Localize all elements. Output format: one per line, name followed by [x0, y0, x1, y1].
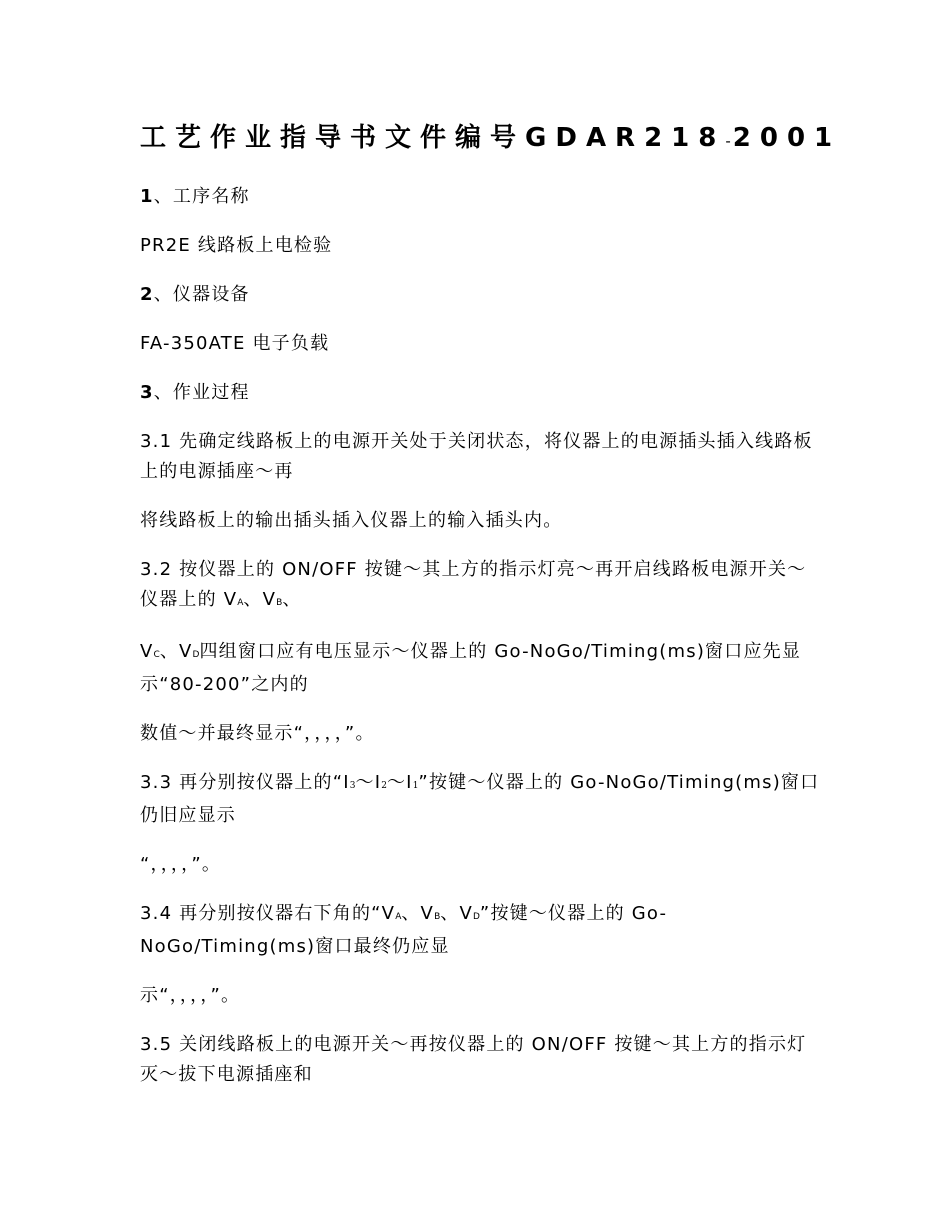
step-3-3-part-2: “，，，，”。	[140, 854, 222, 875]
step-3-2-part-3: 数值～并最终显示“，，，，”。	[140, 723, 375, 744]
section-label: 、仪器设备	[153, 284, 250, 305]
equipment-name: FA-350ATE 电子负载	[140, 333, 330, 354]
step-3-2-part-1	[140, 555, 820, 618]
section-label: 、工序名称	[153, 186, 250, 207]
document-code-a: GDAR218	[525, 123, 726, 153]
text-run: ～I	[355, 772, 382, 793]
section-number: 2	[140, 284, 154, 305]
subscript: B	[434, 912, 441, 922]
subscript: 2	[381, 781, 387, 791]
document-title	[140, 118, 842, 161]
step-3-5: 3.5 关闭线路板上的电源开关～再按仪器上的 ON/OFF 按键～其上方的指示灯灭～拔下电源插座和	[140, 1034, 807, 1085]
text-run: 、V	[440, 903, 473, 924]
step-3-4-part-2: 示“，，，，”。	[140, 985, 241, 1006]
text-run: 、V	[401, 903, 435, 924]
text-run: 3.4 再分别按仪器右下角的“V	[140, 903, 396, 924]
step-3-1-part-1: 3.1 先确定线路板上的电源开关处于关闭状态，将仪器上的电源插头插入线路板上的电源插座～再	[140, 431, 813, 482]
subscript: B	[276, 598, 283, 608]
title-text: 工艺作业指导书文件编号	[140, 123, 526, 153]
step-3-1-part-2: 将线路板上的输出插头插入仪器上的输入插头内。	[140, 510, 563, 531]
section-2-heading	[140, 280, 820, 310]
text-run: 3.3 再分别按仪器上的“I	[140, 772, 350, 793]
subscript: 3	[349, 781, 356, 791]
process-name: PR2E 线路板上电检验	[140, 235, 333, 256]
document-code-b: 2001	[732, 123, 842, 153]
subscript: D	[472, 912, 480, 922]
text-run: ”按键～仪器上的 Go-NoGo/Timing(ms)窗口最终仍应显	[140, 903, 668, 957]
subscript: A	[237, 598, 244, 608]
text-run: ～I	[386, 772, 413, 793]
section-number: 1	[140, 186, 154, 207]
text-run: 、V	[159, 641, 193, 662]
section-number: 3	[140, 382, 154, 403]
section-label: 、作业过程	[153, 382, 250, 403]
text-run: ”按键～仪器上的 Go-NoGo/Timing(ms)窗口仍旧应显示	[140, 772, 820, 826]
text-run: 四组窗口应有电压显示～仪器上的 Go-NoGo/Timing(ms)窗口应先显示“80-200”之内的	[140, 641, 802, 695]
text-run: 、V	[243, 589, 277, 610]
subscript: 1	[412, 781, 419, 791]
step-3-2-part-2	[140, 637, 820, 700]
subscript: A	[395, 912, 402, 922]
subscript: C	[153, 650, 160, 660]
subscript: D	[192, 650, 200, 660]
section-1-heading	[140, 182, 820, 212]
section-3-heading	[140, 378, 820, 408]
document-code-dash: -	[725, 132, 733, 150]
text-run: 、	[282, 589, 302, 610]
text-run: 3.2 按仪器上的 ON/OFF 按键～其上方的指示灯亮～再开启线路板电源开关～仪器上的 V	[140, 559, 807, 610]
text-run: V	[140, 641, 154, 662]
step-3-3-part-1	[140, 768, 820, 831]
step-3-4-part-1	[140, 899, 820, 962]
document-page	[140, 118, 842, 1109]
